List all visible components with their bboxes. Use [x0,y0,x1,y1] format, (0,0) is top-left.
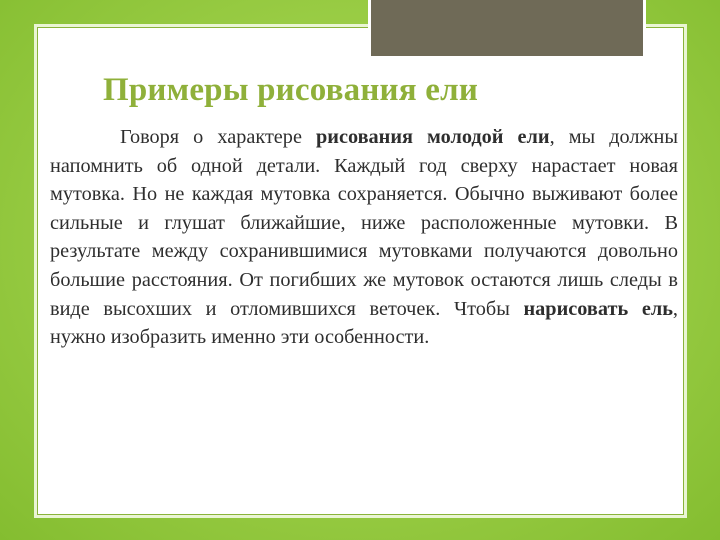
page-title: Примеры рисования ели [103,72,479,108]
bold-phrase-draw-spruce: нарисовать ель [523,297,673,320]
decorative-corner-bar [368,0,646,59]
body-paragraph [50,123,678,352]
paragraph-text-3: , нужно изобразить именно эти особенности. [50,297,678,349]
bold-phrase-drawing-young-spruce: рисования молодой ели [315,126,550,148]
paragraph-text-1: Говоря о характере [120,126,316,148]
paragraph-text-2: , мы должны напомнить об одной детали. Каждый год сверху нарастает новая мутовка. Но не каждая мутовка сохраняется. Обычно выживают более сильные и глушат ближайшие, ниже расположенные мутовки. В результате между сохранившимися мутовками получаются довольно большие расстояния. От погибших же мутовок остаются лишь следы в виде высохших и отломившихся веточек. Чтобы [50,126,679,320]
